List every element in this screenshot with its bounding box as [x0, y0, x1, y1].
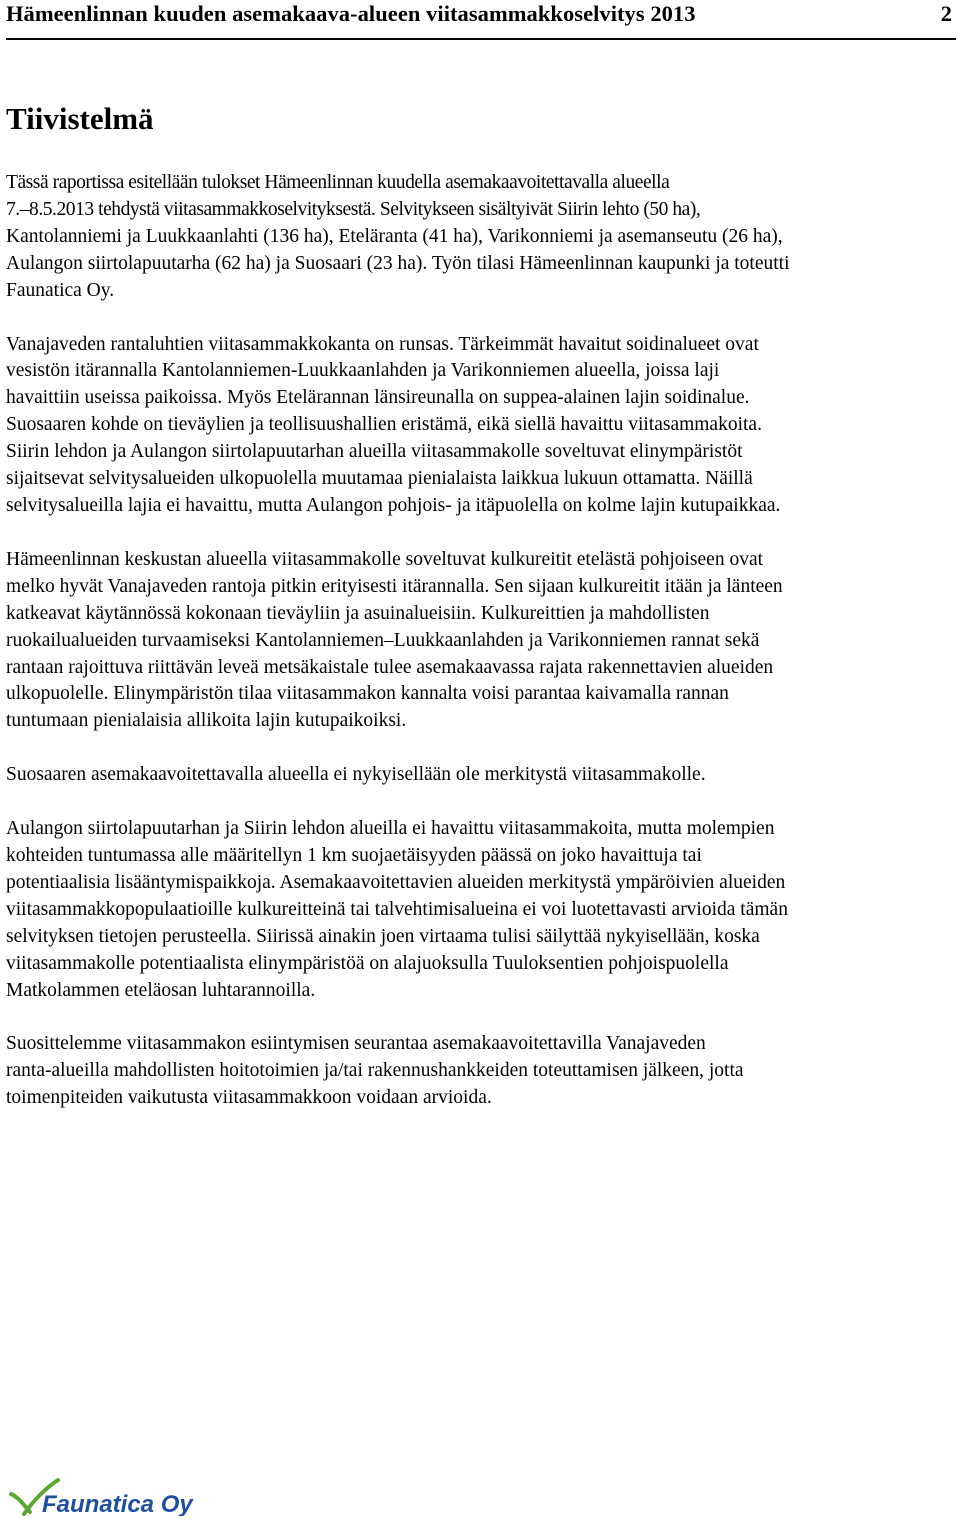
page-header	[6, 0, 956, 40]
text-line: havaittiin useissa paikoissa. Myös Etelärannan länsireunalla on suppea-alainen lajin soidinalue.	[6, 387, 750, 409]
summary-body	[6, 170, 954, 1139]
faunatica-logo-graphic	[8, 1478, 208, 1516]
faunatica-logo	[8, 1478, 208, 1516]
paragraph	[6, 1031, 954, 1112]
section-heading: Tiivistelmä	[6, 101, 154, 136]
text-line: Aulangon siirtolapuutarhan ja Siirin lehdon alueilla ei havaittu viitasammakoita, mutta molempien	[6, 818, 775, 840]
paragraph	[6, 816, 954, 1004]
text-line: toimenpiteiden vaikutusta viitasammakkoon voidaan arvioida.	[6, 1087, 492, 1109]
text-line: selvitysalueilla lajia ei havaittu, mutta Aulangon pohjois- ja itäpuolella on kolme lajin kutupaikkaa.	[6, 494, 781, 516]
document-title: Hämeenlinnan kuuden asemakaava-alueen viitasammakkoselvitys 2013	[6, 1, 696, 26]
text-line: melko hyvät Vanajaveden rantoja pitkin erityisesti itärannalla. Sen sijaan kulkureitit itään ja länteen	[6, 575, 783, 597]
text-line: Suosittelemme viitasammakon esiintymisen seurantaa asemakaavoitettavilla Vanajaveden	[6, 1033, 706, 1055]
text-line: 7.–8.5.2013 tehdystä viitasammakkoselvityksestä. Selvitykseen sisältyivät Siirin lehto (50 ha),	[6, 198, 701, 220]
text-line: Matkolammen eteläosan luhtarannoilla.	[6, 979, 316, 1001]
text-line: rantaan rajoittuva riittävän leveä metsäkaistale tulee asemakaavassa rajata rakennettavien alueiden	[6, 656, 774, 678]
paragraph	[6, 170, 954, 305]
text-line: ranta-alueilla mahdollisten hoitotoimien ja/tai rakennushankkeiden toteuttamisen jälkeen, jotta	[6, 1060, 744, 1082]
text-line: potentiaalisia lisääntymispaikkoja. Asemakaavoitettavien alueiden merkitystä ympäröivien alueiden	[6, 871, 786, 893]
text-line: Aulangon siirtolapuutarha (62 ha) ja Suosaari (23 ha). Työn tilasi Hämeenlinnan kaupunki ja toteutti	[6, 252, 790, 274]
text-line: katkeavat käytännössä kokonaan tieväyliin ja asuinalueisiin. Kulkureittien ja mahdollisten	[6, 602, 710, 624]
text-line: Siirin lehdon ja Aulangon siirtolapuutarhan alueilla viitasammakolle soveltuvat elinympäristöt	[6, 441, 743, 463]
text-line: Vanajaveden rantaluhtien viitasammakkokanta on runsas. Tärkeimmät havaitut soidinalueet ovat	[6, 333, 759, 355]
text-line: Faunatica Oy.	[6, 279, 115, 301]
text-line: vesistön itärannalla Kantolanniemen-Luukkaanlahden ja Varikonniemen alueella, joissa laji	[6, 360, 720, 382]
text-line: ruokailualueiden turvaamiseksi Kantolanniemen–Luukkaanlahden ja Varikonniemen rannat sekä	[6, 629, 760, 651]
text-line: Tässä raportissa esitellään tulokset Hämeenlinnan kuudella asemakaavoitettavalla alueella	[6, 172, 670, 193]
text-line: ulkopuolelle. Elinympäristön tilaa viitasammakon kannalta voisi parantaa kaivamalla rannan	[6, 683, 729, 705]
page-number: 2	[940, 1, 952, 26]
text-line: viitasammakkopopulaatioille kulkureitteinä tai talvehtimisalueina ei voi luotettavasti arvioida tämän	[6, 898, 788, 920]
text-line: Hämeenlinnan keskustan alueella viitasammakolle soveltuvat kulkureitit etelästä pohjoiseen ovat	[6, 548, 764, 570]
paragraph	[6, 332, 954, 520]
text-line: kohteiden tuntumassa alle määritellyn 1 km suojaetäisyyden päässä on joko havaittuja tai	[6, 845, 702, 867]
text-line: Suosaaren asemakaavoitettavalla alueella ei nykyisellään ole merkitystä viitasammakolle.	[6, 764, 706, 786]
paragraph	[6, 547, 954, 735]
text-line: Kantolanniemi ja Luukkaanlahti (136 ha), Eteläranta (41 ha), Varikonniemi ja asemanseutu (26 ha),	[6, 225, 783, 247]
paragraph	[6, 762, 954, 789]
logo-text: Faunatica Oy	[42, 1491, 193, 1516]
text-line: viitasammakolle potentiaalista elinympäristöä on alajuoksulla Tuuloksentien pohjoispuolella	[6, 952, 729, 974]
text-line: selvityksen tietojen perusteella. Siirissä ainakin joen virtaama tulisi säilyttää nykyisellään, koska	[6, 925, 760, 947]
text-line: Suosaaren kohde on tieväylien ja teollisuushallien eristämä, eikä siellä havaittu viitasammakoita.	[6, 414, 762, 436]
text-line: sijaitsevat selvitysalueiden ulkopuolella muutamaa pienialaista laikkua lukuun ottamatta. Näillä	[6, 468, 753, 490]
text-line: tuntumaan pienialaisia allikoita lajin kutupaikoiksi.	[6, 710, 407, 732]
